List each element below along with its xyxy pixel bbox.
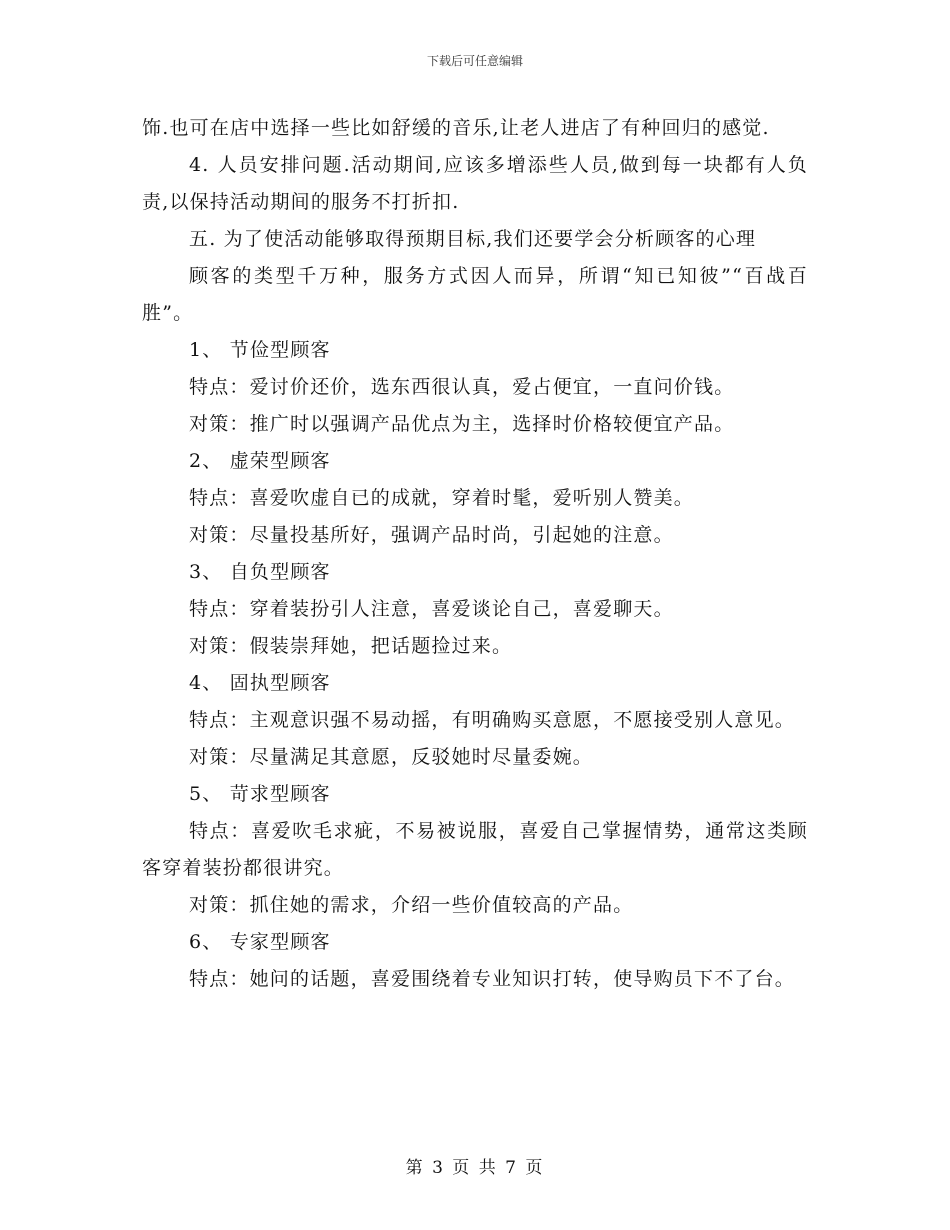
page-number: 第 3 页 共 7 页 [405, 1158, 545, 1178]
section-heading: 5、 苛求型顾客 [189, 783, 331, 805]
paragraph: 4. 人员安排问题.活动期间,应该多增添些人员,做到每一块都有人负责,以保持活动期间的服务不打折扣. [142, 154, 808, 213]
paragraph: 对策：尽量投基所好，强调产品时尚，引起她的注意。 [189, 524, 674, 546]
paragraph: 特点：喜爱吹毛求疵，不易被说服，喜爱自己掌握情势，通常这类顾客穿着装扮都很讲究。 [142, 820, 808, 879]
page-header: 下载后可任意编辑 [426, 54, 523, 68]
paragraph: 对策：推广时以强调产品优点为主，选择时价格较便宜产品。 [189, 413, 735, 435]
paragraph: 对策：抓住她的需求，介绍一些价值较高的产品。 [189, 894, 634, 916]
document-body [142, 110, 808, 998]
paragraph: 特点：喜爱吹虚自已的成就，穿着时髦，爱听别人赞美。 [189, 487, 695, 509]
paragraph: 特点：她问的话题，喜爱围绕着专业知识打转，使导购员下不了台。 [189, 968, 796, 990]
section-heading: 6、 专家型顾客 [189, 931, 331, 953]
paragraph: 顾客的类型千万种，服务方式因人而异，所谓“知已知彼”“百战百胜”。 [142, 265, 808, 324]
paragraph: 特点：穿着装扮引人注意，喜爱谈论自己，喜爱聊天。 [189, 598, 674, 620]
section-heading: 3、 自负型顾客 [189, 561, 331, 583]
section-heading: 2、 虚荣型顾客 [189, 450, 331, 472]
section-heading: 1、 节俭型顾客 [189, 339, 331, 361]
paragraph: 对策：假装崇拜她，把话题捡过来。 [189, 635, 513, 657]
paragraph: 特点：主观意识强不易动摇，有明确购买意愿，不愿接受别人意见。 [189, 709, 796, 731]
paragraph: 特点：爱讨价还价，选东西很认真，爱占便宜，一直问价钱。 [189, 376, 735, 398]
paragraph: 饰.也可在店中选择一些比如舒缓的音乐,让老人进店了有种回归的感觉. [142, 117, 770, 139]
paragraph: 对策：尽量满足其意愿，反驳她时尽量委婉。 [189, 746, 594, 768]
paragraph: 五. 为了使活动能够取得预期目标,我们还要学会分析顾客的心理 [189, 228, 757, 250]
section-heading: 4、 固执型顾客 [189, 672, 331, 694]
